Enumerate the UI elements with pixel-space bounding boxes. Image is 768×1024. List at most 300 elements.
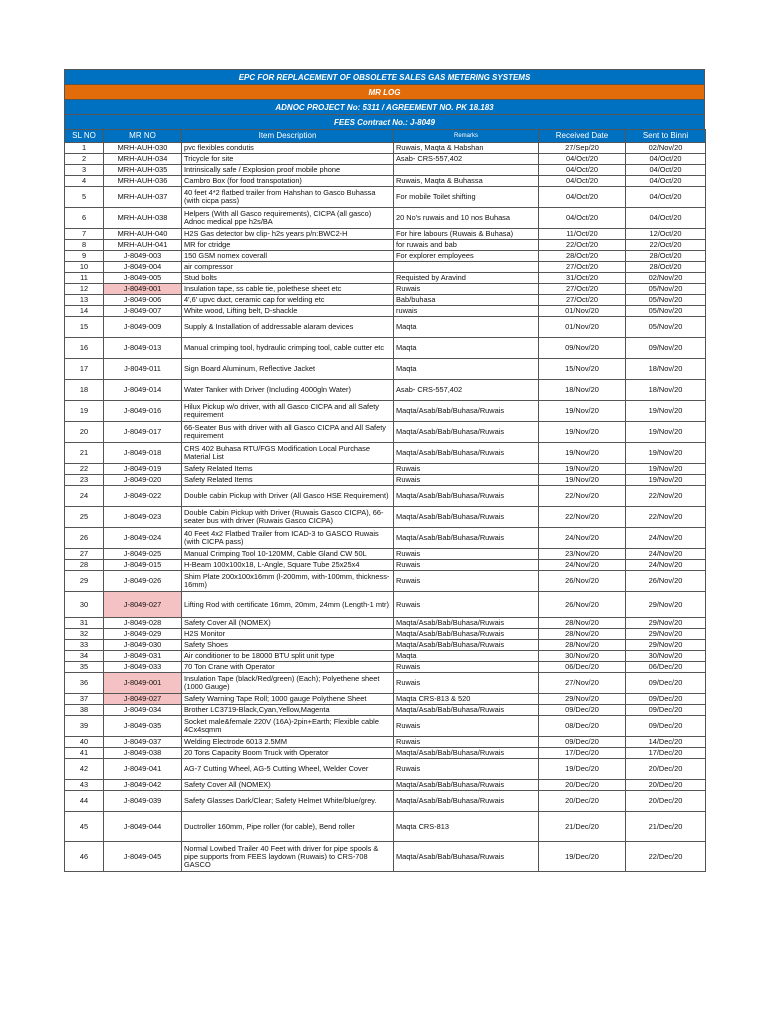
col-header-sent-to-binni: Sent to Binni bbox=[626, 130, 706, 143]
cell-sl-no: 19 bbox=[65, 401, 104, 422]
cell-sl-no: 9 bbox=[65, 251, 104, 262]
table-row bbox=[65, 359, 706, 380]
cell-mr-no: J-8049-014 bbox=[104, 380, 182, 401]
cell-sl-no: 35 bbox=[65, 662, 104, 673]
cell-mr-no: MRH-AUH-037 bbox=[104, 187, 182, 208]
cell-mr-no: J-8049-044 bbox=[104, 812, 182, 842]
cell-sl-no: 21 bbox=[65, 443, 104, 464]
cell-mr-no: J-8049-026 bbox=[104, 571, 182, 592]
col-header-sl-no: SL NO bbox=[65, 130, 104, 143]
cell-mr-no: J-8049-006 bbox=[104, 295, 182, 306]
cell-received-date: 20/Dec/20 bbox=[539, 791, 626, 812]
cell-item-description: Safety Shoes bbox=[182, 640, 394, 651]
table-row bbox=[65, 748, 706, 759]
cell-remarks: Maqta/Asab/Bab/Buhasa/Ruwais bbox=[394, 842, 539, 872]
cell-sent-to-binni: 04/Oct/20 bbox=[626, 187, 706, 208]
table-row bbox=[65, 812, 706, 842]
cell-item-description: 70 Ton Crane with Operator bbox=[182, 662, 394, 673]
cell-remarks: Ruwais bbox=[394, 737, 539, 748]
cell-remarks: Maqta CRS-813 bbox=[394, 812, 539, 842]
cell-sl-no: 45 bbox=[65, 812, 104, 842]
cell-item-description: White wood, Lifting belt, D-shackle bbox=[182, 306, 394, 317]
cell-mr-no: MRH-AUH-041 bbox=[104, 240, 182, 251]
cell-sent-to-binni: 19/Nov/20 bbox=[626, 422, 706, 443]
cell-mr-no: J-8049-015 bbox=[104, 560, 182, 571]
cell-sl-no: 44 bbox=[65, 791, 104, 812]
cell-received-date: 29/Nov/20 bbox=[539, 694, 626, 705]
cell-sent-to-binni: 24/Nov/20 bbox=[626, 528, 706, 549]
cell-mr-no: J-8049-031 bbox=[104, 651, 182, 662]
cell-sl-no: 17 bbox=[65, 359, 104, 380]
cell-received-date: 27/Oct/20 bbox=[539, 284, 626, 295]
cell-mr-no: J-8049-017 bbox=[104, 422, 182, 443]
cell-item-description: Tricycle for site bbox=[182, 154, 394, 165]
cell-received-date: 23/Nov/20 bbox=[539, 549, 626, 560]
cell-sent-to-binni: 28/Oct/20 bbox=[626, 251, 706, 262]
cell-sl-no: 28 bbox=[65, 560, 104, 571]
table-row bbox=[65, 842, 706, 872]
cell-mr-no: J-8049-034 bbox=[104, 705, 182, 716]
table-row bbox=[65, 295, 706, 306]
cell-item-description: Safety Glasses Dark/Clear; Safety Helmet White/blue/grey. bbox=[182, 791, 394, 812]
cell-remarks: Maqta/Asab/Bab/Buhasa/Ruwais bbox=[394, 507, 539, 528]
cell-sl-no: 22 bbox=[65, 464, 104, 475]
cell-item-description: 40 feet 4*2 flatbed trailer from Hahshan to Gasco Buhassa (with cicpa pass) bbox=[182, 187, 394, 208]
cell-received-date: 24/Nov/20 bbox=[539, 528, 626, 549]
cell-sl-no: 40 bbox=[65, 737, 104, 748]
cell-sl-no: 7 bbox=[65, 229, 104, 240]
cell-remarks: Ruwais bbox=[394, 549, 539, 560]
table-row bbox=[65, 629, 706, 640]
table-row bbox=[65, 716, 706, 737]
cell-item-description: Hilux Pickup w/o driver, with all Gasco CICPA and all Safety requirement bbox=[182, 401, 394, 422]
cell-item-description: Insulation Tape (black/Red/green) (Each); Polyethene sheet (1000 Gauge) bbox=[182, 673, 394, 694]
cell-received-date: 19/Nov/20 bbox=[539, 401, 626, 422]
cell-sent-to-binni: 17/Dec/20 bbox=[626, 748, 706, 759]
cell-item-description: Welding Electrode 6013 2.5MM bbox=[182, 737, 394, 748]
table-row bbox=[65, 618, 706, 629]
col-header-mr-no: MR NO bbox=[104, 130, 182, 143]
table-row bbox=[65, 640, 706, 651]
cell-sl-no: 25 bbox=[65, 507, 104, 528]
table-row bbox=[65, 673, 706, 694]
cell-sent-to-binni: 24/Nov/20 bbox=[626, 560, 706, 571]
cell-sl-no: 37 bbox=[65, 694, 104, 705]
cell-sl-no: 30 bbox=[65, 592, 104, 618]
cell-received-date: 18/Nov/20 bbox=[539, 380, 626, 401]
cell-received-date: 04/Oct/20 bbox=[539, 208, 626, 229]
table-row bbox=[65, 662, 706, 673]
cell-received-date: 27/Oct/20 bbox=[539, 295, 626, 306]
cell-item-description: 66-Seater Bus with driver with all Gasco CICPA and All Safety requirement bbox=[182, 422, 394, 443]
cell-mr-no: J-8049-013 bbox=[104, 338, 182, 359]
cell-sl-no: 4 bbox=[65, 176, 104, 187]
cell-mr-no: MRH-AUH-034 bbox=[104, 154, 182, 165]
cell-item-description: Ductroller 160mm, Pipe roller (for cable), Bend roller bbox=[182, 812, 394, 842]
cell-item-description: 4',6' upvc duct, ceramic cap for welding etc bbox=[182, 295, 394, 306]
cell-mr-no: J-8049-022 bbox=[104, 486, 182, 507]
cell-mr-no: J-8049-005 bbox=[104, 273, 182, 284]
table-body bbox=[65, 143, 706, 872]
cell-sl-no: 23 bbox=[65, 475, 104, 486]
cell-mr-no: J-8049-016 bbox=[104, 401, 182, 422]
cell-remarks: Maqta/Asab/Bab/Buhasa/Ruwais bbox=[394, 780, 539, 791]
table-row bbox=[65, 737, 706, 748]
cell-mr-no: J-8049-001 bbox=[104, 673, 182, 694]
cell-mr-no: J-8049-035 bbox=[104, 716, 182, 737]
cell-sent-to-binni: 05/Nov/20 bbox=[626, 295, 706, 306]
cell-received-date: 15/Nov/20 bbox=[539, 359, 626, 380]
cell-sl-no: 13 bbox=[65, 295, 104, 306]
cell-received-date: 04/Oct/20 bbox=[539, 187, 626, 208]
cell-remarks: Ruwais bbox=[394, 475, 539, 486]
cell-mr-no: MRH-AUH-030 bbox=[104, 143, 182, 154]
table-row bbox=[65, 229, 706, 240]
cell-sl-no: 39 bbox=[65, 716, 104, 737]
cell-sl-no: 11 bbox=[65, 273, 104, 284]
cell-received-date: 04/Oct/20 bbox=[539, 165, 626, 176]
cell-sl-no: 36 bbox=[65, 673, 104, 694]
cell-sent-to-binni: 18/Nov/20 bbox=[626, 359, 706, 380]
cell-mr-no: MRH-AUH-035 bbox=[104, 165, 182, 176]
cell-sl-no: 15 bbox=[65, 317, 104, 338]
cell-received-date: 27/Sep/20 bbox=[539, 143, 626, 154]
cell-mr-no: J-8049-020 bbox=[104, 475, 182, 486]
contract-number: FEES Contract No.: J-8049 bbox=[64, 114, 705, 129]
table-row bbox=[65, 262, 706, 273]
cell-item-description: 20 Tons Capacity Boom Truck with Operator bbox=[182, 748, 394, 759]
project-number: ADNOC PROJECT No: 5311 / AGREEMENT NO. PK 18.183 bbox=[64, 99, 705, 114]
cell-received-date: 28/Nov/20 bbox=[539, 629, 626, 640]
cell-received-date: 09/Nov/20 bbox=[539, 338, 626, 359]
cell-sl-no: 42 bbox=[65, 759, 104, 780]
cell-mr-no: J-8049-030 bbox=[104, 640, 182, 651]
cell-sl-no: 43 bbox=[65, 780, 104, 791]
cell-remarks: 20 No's ruwais and 10 nos Buhasa bbox=[394, 208, 539, 229]
cell-item-description: H-Beam 100x100x18, L-Angle, Square Tube 25x25x4 bbox=[182, 560, 394, 571]
cell-mr-no: J-8049-007 bbox=[104, 306, 182, 317]
cell-sl-no: 34 bbox=[65, 651, 104, 662]
cell-sl-no: 26 bbox=[65, 528, 104, 549]
cell-sl-no: 18 bbox=[65, 380, 104, 401]
cell-sent-to-binni: 09/Dec/20 bbox=[626, 673, 706, 694]
cell-received-date: 27/Nov/20 bbox=[539, 673, 626, 694]
cell-remarks: Maqta/Asab/Bab/Buhasa/Ruwais bbox=[394, 629, 539, 640]
cell-received-date: 28/Nov/20 bbox=[539, 640, 626, 651]
cell-remarks: Maqta/Asab/Bab/Buhasa/Ruwais bbox=[394, 618, 539, 629]
table-row bbox=[65, 251, 706, 262]
cell-item-description: Stud bolts bbox=[182, 273, 394, 284]
cell-mr-no: J-8049-019 bbox=[104, 464, 182, 475]
cell-remarks: Asab- CRS-557,402 bbox=[394, 380, 539, 401]
cell-received-date: 04/Oct/20 bbox=[539, 154, 626, 165]
cell-remarks: Maqta bbox=[394, 338, 539, 359]
cell-received-date: 28/Nov/20 bbox=[539, 618, 626, 629]
cell-sent-to-binni: 12/Oct/20 bbox=[626, 229, 706, 240]
table-row bbox=[65, 143, 706, 154]
cell-sent-to-binni: 04/Oct/20 bbox=[626, 176, 706, 187]
table-row bbox=[65, 486, 706, 507]
cell-mr-no: J-8049-037 bbox=[104, 737, 182, 748]
table-row bbox=[65, 507, 706, 528]
cell-sent-to-binni: 18/Nov/20 bbox=[626, 380, 706, 401]
cell-received-date: 31/Oct/20 bbox=[539, 273, 626, 284]
table-row bbox=[65, 651, 706, 662]
cell-remarks: Ruwais bbox=[394, 759, 539, 780]
cell-item-description: Lifting Rod with certificate 16mm, 20mm, 24mm (Length-1 mtr) bbox=[182, 592, 394, 618]
cell-received-date: 19/Dec/20 bbox=[539, 759, 626, 780]
cell-remarks bbox=[394, 165, 539, 176]
cell-remarks: Bab/buhasa bbox=[394, 295, 539, 306]
table-row bbox=[65, 759, 706, 780]
table-row bbox=[65, 176, 706, 187]
cell-remarks: Maqta CRS-813 & 520 bbox=[394, 694, 539, 705]
table-row bbox=[65, 165, 706, 176]
cell-sl-no: 2 bbox=[65, 154, 104, 165]
cell-item-description: Double cabin Pickup with Driver (All Gasco HSE Requirement) bbox=[182, 486, 394, 507]
cell-sent-to-binni: 02/Nov/20 bbox=[626, 273, 706, 284]
cell-remarks: Maqta bbox=[394, 651, 539, 662]
cell-sl-no: 16 bbox=[65, 338, 104, 359]
cell-item-description: Normal Lowbed Trailer 40 Feet with driver for pipe spools & pipe supports from FEES laydown (Ruwais) to CRS-708 GASCO bbox=[182, 842, 394, 872]
cell-remarks: Ruwais bbox=[394, 284, 539, 295]
table-row bbox=[65, 464, 706, 475]
cell-received-date: 30/Nov/20 bbox=[539, 651, 626, 662]
table-row bbox=[65, 240, 706, 251]
cell-mr-no: J-8049-025 bbox=[104, 549, 182, 560]
cell-sent-to-binni: 29/Nov/20 bbox=[626, 592, 706, 618]
cell-mr-no: J-8049-041 bbox=[104, 759, 182, 780]
cell-sent-to-binni: 29/Nov/20 bbox=[626, 629, 706, 640]
cell-remarks: For hire labours (Ruwais & Buhasa) bbox=[394, 229, 539, 240]
cell-sent-to-binni: 29/Nov/20 bbox=[626, 640, 706, 651]
cell-received-date: 26/Nov/20 bbox=[539, 592, 626, 618]
cell-remarks: Maqta/Asab/Bab/Buhasa/Ruwais bbox=[394, 486, 539, 507]
cell-remarks: Requisted by Aravind bbox=[394, 273, 539, 284]
cell-item-description: Brother LC3719-Black,Cyan,Yellow,Magenta bbox=[182, 705, 394, 716]
cell-remarks: Ruwais bbox=[394, 464, 539, 475]
cell-mr-no: J-8049-027 bbox=[104, 694, 182, 705]
cell-item-description: Air conditioner to be 18000 BTU split unit type bbox=[182, 651, 394, 662]
cell-sent-to-binni: 26/Nov/20 bbox=[626, 571, 706, 592]
cell-sent-to-binni: 24/Nov/20 bbox=[626, 549, 706, 560]
table-row bbox=[65, 571, 706, 592]
cell-mr-no: J-8049-027 bbox=[104, 592, 182, 618]
cell-remarks: For explorer employees bbox=[394, 251, 539, 262]
cell-remarks: Ruwais bbox=[394, 560, 539, 571]
cell-sl-no: 24 bbox=[65, 486, 104, 507]
cell-received-date: 17/Dec/20 bbox=[539, 748, 626, 759]
cell-remarks: Maqta/Asab/Bab/Buhasa/Ruwais bbox=[394, 401, 539, 422]
cell-received-date: 04/Oct/20 bbox=[539, 176, 626, 187]
cell-sl-no: 10 bbox=[65, 262, 104, 273]
cell-sent-to-binni: 20/Dec/20 bbox=[626, 780, 706, 791]
cell-received-date: 19/Nov/20 bbox=[539, 475, 626, 486]
cell-remarks: ruwais bbox=[394, 306, 539, 317]
cell-mr-no: J-8049-001 bbox=[104, 284, 182, 295]
table-row bbox=[65, 528, 706, 549]
table-row bbox=[65, 475, 706, 486]
cell-sent-to-binni: 22/Oct/20 bbox=[626, 240, 706, 251]
table-row bbox=[65, 780, 706, 791]
cell-received-date: 19/Dec/20 bbox=[539, 842, 626, 872]
cell-mr-no: J-8049-024 bbox=[104, 528, 182, 549]
table-row bbox=[65, 422, 706, 443]
cell-sent-to-binni: 04/Oct/20 bbox=[626, 208, 706, 229]
cell-received-date: 19/Nov/20 bbox=[539, 464, 626, 475]
cell-sent-to-binni: 09/Dec/20 bbox=[626, 716, 706, 737]
cell-sent-to-binni: 22/Nov/20 bbox=[626, 507, 706, 528]
cell-sent-to-binni: 14/Dec/20 bbox=[626, 737, 706, 748]
cell-sl-no: 20 bbox=[65, 422, 104, 443]
cell-mr-no: J-8049-009 bbox=[104, 317, 182, 338]
cell-remarks: Ruwais, Maqta & Buhassa bbox=[394, 176, 539, 187]
cell-mr-no: J-8049-023 bbox=[104, 507, 182, 528]
cell-item-description: Manual crimping tool, hydraulic crimping tool, cable cutter etc bbox=[182, 338, 394, 359]
cell-received-date: 22/Nov/20 bbox=[539, 507, 626, 528]
cell-item-description: pvc flexibles condutis bbox=[182, 143, 394, 154]
cell-item-description: Supply & Installation of addressable alaram devices bbox=[182, 317, 394, 338]
table-row bbox=[65, 380, 706, 401]
cell-sl-no: 29 bbox=[65, 571, 104, 592]
cell-sl-no: 38 bbox=[65, 705, 104, 716]
cell-mr-no: J-8049-033 bbox=[104, 662, 182, 673]
cell-item-description: 150 GSM nomex coverall bbox=[182, 251, 394, 262]
cell-received-date: 01/Nov/20 bbox=[539, 306, 626, 317]
cell-sent-to-binni: 02/Nov/20 bbox=[626, 143, 706, 154]
cell-item-description: Helpers (With all Gasco requirements), CICPA (all gasco) Adnoc medical ppe h2s/BA bbox=[182, 208, 394, 229]
cell-item-description: Intrinsically safe / Explosion proof mobile phone bbox=[182, 165, 394, 176]
cell-remarks: Ruwais bbox=[394, 673, 539, 694]
cell-sl-no: 33 bbox=[65, 640, 104, 651]
cell-sent-to-binni: 05/Nov/20 bbox=[626, 284, 706, 295]
cell-sent-to-binni: 04/Oct/20 bbox=[626, 165, 706, 176]
cell-mr-no: J-8049-029 bbox=[104, 629, 182, 640]
cell-sl-no: 41 bbox=[65, 748, 104, 759]
table-row bbox=[65, 401, 706, 422]
cell-remarks: Maqta/Asab/Bab/Buhasa/Ruwais bbox=[394, 443, 539, 464]
cell-item-description: Safety Cover All (NOMEX) bbox=[182, 780, 394, 791]
mr-log-sheet bbox=[64, 69, 705, 872]
table-row bbox=[65, 187, 706, 208]
table-row bbox=[65, 273, 706, 284]
cell-item-description: AG-7 Cutting Wheel, AG-5 Cutting Wheel, Welder Cover bbox=[182, 759, 394, 780]
cell-sl-no: 27 bbox=[65, 549, 104, 560]
document-subtitle: MR LOG bbox=[64, 84, 705, 99]
cell-remarks: Asab- CRS-557,402 bbox=[394, 154, 539, 165]
cell-sl-no: 14 bbox=[65, 306, 104, 317]
cell-received-date: 11/Oct/20 bbox=[539, 229, 626, 240]
cell-sl-no: 6 bbox=[65, 208, 104, 229]
cell-remarks: Maqta/Asab/Bab/Buhasa/Ruwais bbox=[394, 422, 539, 443]
cell-received-date: 20/Dec/20 bbox=[539, 780, 626, 791]
cell-remarks: Ruwais bbox=[394, 662, 539, 673]
cell-remarks: Maqta/Asab/Bab/Buhasa/Ruwais bbox=[394, 791, 539, 812]
col-header-received-date: Received Date bbox=[539, 130, 626, 143]
cell-sent-to-binni: 21/Dec/20 bbox=[626, 812, 706, 842]
cell-sent-to-binni: 04/Oct/20 bbox=[626, 154, 706, 165]
cell-item-description: 40 Feet 4x2 Flatbed Trailer from ICAD-3 to GASCO Ruwais (with CICPA pass) bbox=[182, 528, 394, 549]
cell-sent-to-binni: 06/Dec/20 bbox=[626, 662, 706, 673]
cell-received-date: 19/Nov/20 bbox=[539, 422, 626, 443]
cell-mr-no: J-8049-011 bbox=[104, 359, 182, 380]
cell-sent-to-binni: 29/Nov/20 bbox=[626, 618, 706, 629]
cell-mr-no: J-8049-038 bbox=[104, 748, 182, 759]
cell-received-date: 22/Nov/20 bbox=[539, 486, 626, 507]
cell-sl-no: 31 bbox=[65, 618, 104, 629]
table-row bbox=[65, 791, 706, 812]
cell-remarks bbox=[394, 262, 539, 273]
cell-remarks: Maqta/Asab/Bab/Buhasa/Ruwais bbox=[394, 705, 539, 716]
cell-remarks: Ruwais, Maqta & Habshan bbox=[394, 143, 539, 154]
table-row bbox=[65, 284, 706, 295]
mr-log-table bbox=[64, 129, 706, 872]
cell-remarks: Ruwais bbox=[394, 571, 539, 592]
cell-mr-no: J-8049-018 bbox=[104, 443, 182, 464]
cell-mr-no: J-8049-003 bbox=[104, 251, 182, 262]
cell-sl-no: 46 bbox=[65, 842, 104, 872]
cell-sent-to-binni: 19/Nov/20 bbox=[626, 401, 706, 422]
table-row bbox=[65, 306, 706, 317]
cell-item-description: Manual Crimping Tool 10-120MM, Cable Gland CW 50L bbox=[182, 549, 394, 560]
cell-item-description: Insulation tape, ss cable tie, polethese sheet etc bbox=[182, 284, 394, 295]
cell-sent-to-binni: 20/Dec/20 bbox=[626, 759, 706, 780]
cell-sent-to-binni: 22/Nov/20 bbox=[626, 486, 706, 507]
table-row bbox=[65, 154, 706, 165]
cell-mr-no: MRH-AUH-040 bbox=[104, 229, 182, 240]
table-row bbox=[65, 694, 706, 705]
cell-item-description: H2S Monitor bbox=[182, 629, 394, 640]
cell-received-date: 09/Dec/20 bbox=[539, 705, 626, 716]
cell-received-date: 08/Dec/20 bbox=[539, 716, 626, 737]
header-row bbox=[65, 130, 706, 143]
cell-sl-no: 3 bbox=[65, 165, 104, 176]
cell-sl-no: 12 bbox=[65, 284, 104, 295]
cell-item-description: H2S Gas detector bw clip- h2s years p/n:BWC2-H bbox=[182, 229, 394, 240]
cell-item-description: air compressor bbox=[182, 262, 394, 273]
cell-item-description: Water Tanker with Driver (Including 4000gln Water) bbox=[182, 380, 394, 401]
cell-sent-to-binni: 30/Nov/20 bbox=[626, 651, 706, 662]
cell-sent-to-binni: 19/Nov/20 bbox=[626, 475, 706, 486]
cell-item-description: CRS 402 Buhasa RTU/FGS Modification Local Purchase Material List bbox=[182, 443, 394, 464]
cell-received-date: 06/Dec/20 bbox=[539, 662, 626, 673]
cell-sent-to-binni: 05/Nov/20 bbox=[626, 306, 706, 317]
cell-remarks: Maqta bbox=[394, 359, 539, 380]
cell-received-date: 21/Dec/20 bbox=[539, 812, 626, 842]
cell-item-description: Safety Warning Tape Roll; 1000 gauge Polythene Sheet bbox=[182, 694, 394, 705]
cell-mr-no: J-8049-039 bbox=[104, 791, 182, 812]
table-row bbox=[65, 560, 706, 571]
cell-received-date: 22/Oct/20 bbox=[539, 240, 626, 251]
cell-remarks: for ruwais and bab bbox=[394, 240, 539, 251]
table-row bbox=[65, 549, 706, 560]
cell-remarks: Maqta bbox=[394, 317, 539, 338]
cell-received-date: 26/Nov/20 bbox=[539, 571, 626, 592]
cell-remarks: Ruwais bbox=[394, 716, 539, 737]
table-row bbox=[65, 443, 706, 464]
cell-received-date: 01/Nov/20 bbox=[539, 317, 626, 338]
cell-item-description: Safety Cover All (NOMEX) bbox=[182, 618, 394, 629]
cell-sl-no: 1 bbox=[65, 143, 104, 154]
cell-item-description: Socket male&female 220V (16A)-2pin+Earth; Flexible cable 4Cx4sqmm bbox=[182, 716, 394, 737]
cell-item-description: MR for ctridge bbox=[182, 240, 394, 251]
table-row bbox=[65, 317, 706, 338]
cell-sent-to-binni: 19/Nov/20 bbox=[626, 443, 706, 464]
document-title: EPC FOR REPLACEMENT OF OBSOLETE SALES GAS METERING SYSTEMS bbox=[64, 69, 705, 84]
cell-mr-no: MRH-AUH-036 bbox=[104, 176, 182, 187]
cell-mr-no: J-8049-028 bbox=[104, 618, 182, 629]
table-row bbox=[65, 592, 706, 618]
